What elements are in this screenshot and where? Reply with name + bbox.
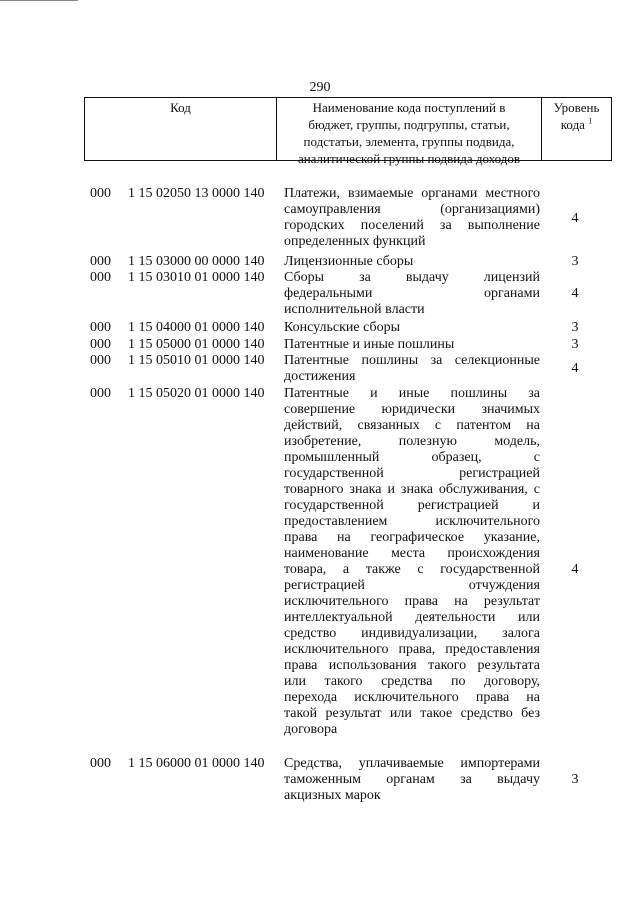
row-name-line: права использования такого результата bbox=[284, 658, 540, 673]
header-level-word: кода bbox=[560, 117, 585, 132]
header-kod: Код bbox=[85, 98, 277, 160]
row-level: 3 bbox=[571, 254, 579, 269]
row-name-line: интеллектуальной деятельности или bbox=[284, 610, 540, 625]
row-level: 4 bbox=[571, 562, 579, 577]
row-name-line: регистрацией отчуждения bbox=[284, 578, 540, 593]
row-code-prefix: 000 bbox=[90, 254, 111, 269]
row-name-line: самоуправления (организациями) bbox=[284, 202, 540, 217]
row-name bbox=[284, 320, 540, 336]
row-name-line: товара, а также с государственной bbox=[284, 562, 540, 577]
header-name-line: подстатьи, элемента, группы подвида, bbox=[303, 134, 515, 149]
row-level: 4 bbox=[571, 286, 579, 301]
header-name-line: бюджет, группы, подгруппы, статьи, bbox=[308, 117, 510, 132]
header-name bbox=[277, 98, 542, 166]
row-name-line: государственной регистрацией bbox=[284, 466, 540, 481]
row-name-line: Патентные и иные пошлины за bbox=[284, 386, 540, 401]
row-name-line: исключительного права, предоставления bbox=[284, 642, 540, 657]
row-code: 1 15 03010 01 0000 140 bbox=[128, 270, 265, 285]
row-code-prefix: 000 bbox=[90, 320, 111, 335]
row-level: 4 bbox=[571, 361, 579, 376]
row-name-line: договора bbox=[284, 722, 338, 737]
row-code: 1 15 05010 01 0000 140 bbox=[128, 353, 265, 368]
row-name-line: Лицензионные сборы bbox=[284, 254, 414, 269]
row-name-line: городских поселений за выполнение bbox=[284, 218, 540, 233]
row-name-line: предоставлением исключительного bbox=[284, 514, 540, 529]
row-name bbox=[284, 186, 540, 250]
row-code-prefix: 000 bbox=[90, 186, 111, 201]
header-name-line: аналитической группы подвида доходов bbox=[297, 151, 521, 166]
row-name-line: Патентные пошлины за селекционные bbox=[284, 353, 540, 368]
row-name-line: изобретение, полезную модель, bbox=[284, 434, 540, 449]
row-name-line: таможенным органам за выдачу bbox=[284, 772, 540, 787]
row-code: 1 15 04000 01 0000 140 bbox=[128, 320, 265, 335]
row-name-line: достижения bbox=[284, 369, 356, 384]
row-name-line: средство индивидуализации, залога bbox=[284, 626, 540, 641]
row-name bbox=[284, 386, 540, 738]
row-name-line: наименование места происхождения bbox=[284, 546, 540, 561]
row-name bbox=[284, 254, 540, 270]
page-number: 290 bbox=[309, 80, 331, 95]
header-name-line: Наименование кода поступлений в bbox=[312, 100, 506, 115]
row-level: 3 bbox=[571, 337, 579, 352]
row-name-line: определенных функций bbox=[284, 234, 426, 249]
header-level-line2 bbox=[542, 116, 611, 133]
row-code: 1 15 05000 01 0000 140 bbox=[128, 337, 265, 352]
row-name-line: права на географическое указание, bbox=[284, 530, 540, 545]
row-name-line: Платежи, взимаемые органами местного bbox=[284, 186, 540, 201]
row-name bbox=[284, 337, 540, 353]
row-level: 4 bbox=[571, 211, 579, 226]
row-name-line: товарного знака и знака обслуживания, с bbox=[284, 482, 540, 497]
row-name-line: Средства, уплачиваемые импортерами bbox=[284, 756, 540, 771]
row-name-line: исполнительной власти bbox=[284, 302, 425, 317]
row-name-line: исключительного права на результат bbox=[284, 594, 540, 609]
row-name bbox=[284, 270, 540, 318]
scan-edge-mark bbox=[0, 0, 78, 1]
footnote-marker: 1 bbox=[588, 116, 593, 126]
row-code-prefix: 000 bbox=[90, 386, 111, 401]
row-name-line: государственной регистрацией и bbox=[284, 498, 540, 513]
row-name-line: действий, связанных с патентом на bbox=[284, 418, 540, 433]
row-name bbox=[284, 756, 540, 804]
row-code: 1 15 02050 13 0000 140 bbox=[128, 186, 265, 201]
row-name-line: федеральными органами bbox=[284, 286, 540, 301]
header-level bbox=[542, 98, 611, 160]
row-code-prefix: 000 bbox=[90, 353, 111, 368]
header-level-line1: Уровень bbox=[553, 100, 600, 115]
row-name-line: акцизных марок bbox=[284, 788, 381, 803]
table-header bbox=[84, 97, 612, 166]
row-name-line: такой результат или такое средство без bbox=[284, 706, 540, 721]
row-code-prefix: 000 bbox=[90, 337, 111, 352]
row-level: 3 bbox=[571, 772, 579, 787]
row-name-line: Патентные и иные пошлины bbox=[284, 337, 455, 352]
row-code: 1 15 03000 00 0000 140 bbox=[128, 254, 265, 269]
row-name-line: Консульские сборы bbox=[284, 320, 401, 335]
row-code-prefix: 000 bbox=[90, 756, 111, 771]
row-code: 1 15 06000 01 0000 140 bbox=[128, 756, 265, 771]
row-name-line: совершение юридически значимых bbox=[284, 402, 540, 417]
row-code: 1 15 05020 01 0000 140 bbox=[128, 386, 265, 401]
row-name-line: промышленный образец, с bbox=[284, 450, 540, 465]
row-name-line: или такого средства по договору, bbox=[284, 674, 540, 689]
row-level: 3 bbox=[571, 320, 579, 335]
row-name-line: перехода исключительного права на bbox=[284, 690, 540, 705]
row-code-prefix: 000 bbox=[90, 270, 111, 285]
row-name-line: Сборы за выдачу лицензий bbox=[284, 270, 540, 285]
row-name bbox=[284, 353, 540, 385]
